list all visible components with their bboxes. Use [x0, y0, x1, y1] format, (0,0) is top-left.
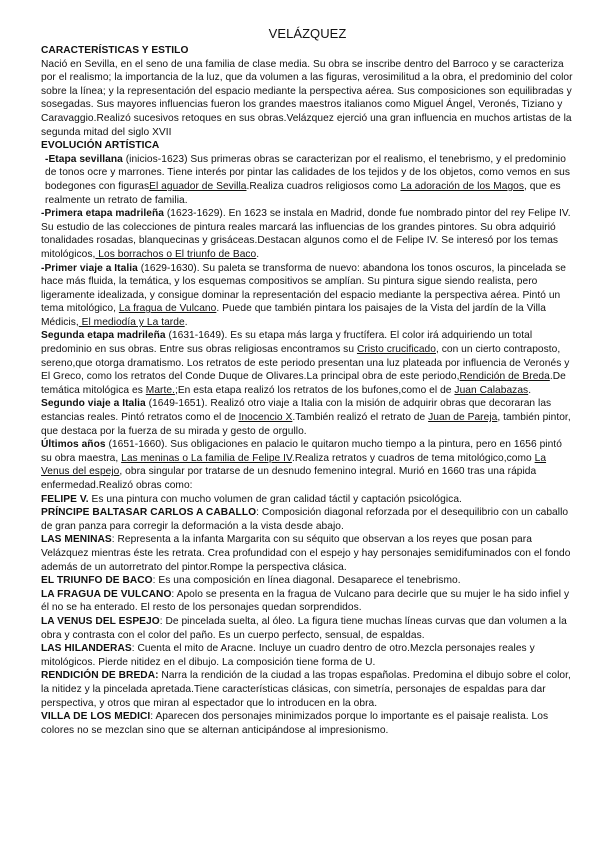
label-segundo-viaje-italia: Segundo viaje a Italia — [41, 398, 146, 410]
text: (1629-1630). Su paleta se transforma de nuevo: abandona los tonos oscuros, la pincelada se hace más fluida, la temática, y los esquemas compositivos se amplían. Su pintura sigue siendo realista, pero ligeramente idealizada, y consigue dominar la representación del espacio mediante la perspectiva aérea. Pintó un tema mitológico, — [41, 262, 566, 315]
document-title: VELÁZQUEZ — [268, 26, 347, 41]
obra-triunfo-de-baco — [41, 574, 574, 588]
obra-name: RENDICIÓN DE BREDA: — [41, 670, 159, 682]
work-title: Juan de Pareja — [428, 412, 498, 424]
work-title: La fragua de Vulcano — [118, 303, 217, 315]
text: (1623-1629). En 1623 se instala en Madrid, donde fue nombrado pintor del rey Felipe IV. Su estudio de las colecciones de pintura reales marcará las influencias de los grandes pintores. Su obra adquirió tonalidades rosadas, blanquecinas y grisáceas.Destacan algunos como el de Felipe IV. Se interesó por los temas mitológicos, — [41, 208, 571, 260]
work-title: Los borrachos o El triunfo de Baco — [95, 248, 257, 260]
paragraph-ultimos-anos — [41, 438, 574, 492]
obra-name: PRÍNCIPE BALTASAR CARLOS A CABALLO — [41, 507, 257, 519]
work-title: La adoración de los Magos — [400, 180, 525, 192]
paragraph-segunda-madrilena — [41, 329, 574, 397]
work-title: El aguador de Sevilla — [149, 180, 247, 192]
work-title: El mediodía y La tarde — [78, 316, 185, 328]
work-title: Rendición de Breda — [459, 371, 550, 383]
obra-text: : Es una composición en línea diagonal. Desaparece el tenebrismo. — [152, 575, 461, 587]
obra-text: : Cuenta el mito de Aracne. Incluye un cuadro dentro de otro.Mezcla personajes reales y mitológicos. Pierde nitidez en el dibujo. La composición tiene forma de U. — [41, 643, 535, 668]
label-segunda-madrilena: Segunda etapa madrileña — [41, 330, 166, 342]
obra-text: : Representa a la infanta Margarita con su séquito que observan a los reyes que posan para Velázquez mientras éste les retrata. Crea profundidad con el espejo y hay personajes semidifuminados con el fondo además de un autorretrato del pintor.Rompe la perspectiva clásica. — [41, 534, 571, 573]
paragraph-primera-madrilena — [41, 207, 574, 261]
heading-caracteristicas: CARACTERÍSTICAS Y ESTILO — [41, 45, 189, 56]
obra-name: LA VENUS DEL ESPEJO — [41, 615, 160, 627]
obra-text: Narra la rendición de la ciudad a las tropas españolas. Predomina el dibujo sobre el color, la nitidez y la pincelada apretada.Tiene características clásicas, con simetría, personajes de espaldas para dar perspectiva, y otros que miran al espectador que lo introducen en la obra. — [41, 670, 571, 709]
obra-rendicion-de-breda — [41, 669, 574, 710]
paragraph-segundo-viaje-italia — [41, 397, 574, 438]
text: ;En esta etapa realizó los retratos de los bufones,como el de — [174, 384, 455, 396]
heading-evolucion: EVOLUCIÓN ARTÍSTICA — [41, 140, 160, 152]
text: .Realiza cuadros religiosos como — [246, 180, 401, 192]
text: (1631-1649). Es su etapa más larga y fructífera. El color irá adquiriendo un total predominio en sus obras. Entre sus obras religiosas encontramos su — [41, 330, 533, 356]
work-title: Las meninas o La familia de Felipe IV — [121, 452, 292, 464]
obra-name: LAS MENINAS — [41, 534, 112, 546]
work-title: Inocencio X — [238, 412, 293, 424]
text: . Puede que también pintara los paisajes de la Vista del jardín de la Villa Médicis, — [41, 303, 546, 328]
work-title: Marte. — [145, 384, 175, 396]
text: (1649-1651). Realizó otro viaje a Italia con la misión de adquirir obras que decoraran las estancias reales. Pintó retratos como el de — [41, 398, 552, 424]
text: , obra singular por tratarse de un desnudo femenino integral. Murió en 1660 tras una rápida enfermedad.Realizó obras como: — [41, 466, 537, 491]
label-ultimos-anos: Últimos años — [41, 439, 106, 451]
text: (1651-1660). Sus obligaciones en palacio le quitaron mucho tiempo a la pintura, pero en 1656 pintó su obra maestra, — [41, 439, 562, 464]
text: . — [256, 248, 260, 260]
work-title: Cristo crucificado — [356, 344, 436, 356]
obra-text: : Aparecen dos personajes minimizados porque lo importante es el paisaje realista. Los colores no se mezclan sino que se alternan anticipándose al impresionismo. — [41, 711, 549, 736]
text: .Realiza retratos y cuadros de tema mitológico,como — [291, 452, 535, 464]
label-primera-madrilena: -Primera etapa madrileña — [41, 208, 164, 220]
paragraph-caracteristicas: Nació en Sevilla, en el seno de una familia de clase media. Su obra se inscribe dentro del Barroco y se caracteriza por el realismo; la importancia de la luz, que da volumen a las figuras, verosimilitud a la obra, el predominio del color sobre la línea; y la representación del espacio mediante la perspectiva aérea. Sus composiciones son equilibradas y sosegadas. Sus mayores influencias fueron los grandes maestros italianos como Miguel Ángel, Veronés, Tiziano y Caravaggio.Realizó sucesivos retoques en sus obras.Velázquez ejerció una gran influencia en muchos artistas de la segunda mitad del siglo XVII — [41, 58, 573, 138]
text: . — [528, 384, 532, 396]
obra-villa-de-los-medici — [41, 710, 574, 737]
obra-text: : Apolo se presenta en la fragua de Vulcano para decirle que su mujer le ha sido infiel y él no se ha enterado. El resto de los personajes quedan sorprendidos. — [41, 588, 570, 614]
paragraph-primer-viaje-italia — [41, 262, 574, 330]
obra-felipe — [41, 493, 574, 507]
obra-venus-del-espejo — [41, 615, 574, 642]
text: .También realizó el retrato de — [292, 412, 429, 424]
text: , también pintor, que destaca por la fuerza de su mirada y gesto de orgullo. — [41, 412, 571, 437]
work-title: La Venus del espejo — [41, 452, 547, 478]
label-primer-viaje-italia: -Primer viaje a Italia — [41, 262, 138, 274]
obra-text: : De pincelada suelta, al óleo. La figura tiene muchas líneas curvas que dan volumen a la obra y contrasta con el color del paño. Es un cuerpo perfecto, sensual, de espaldas. — [41, 615, 567, 641]
obra-fragua-de-vulcano — [41, 588, 574, 615]
obra-name: VILLA DE LOS MEDICI — [41, 711, 151, 723]
text: .De temática mitológica es — [41, 371, 566, 396]
obra-text: Es una pintura con mucho volumen de gran calidad táctil y captación psicológica. — [88, 493, 462, 505]
text: , con un cierto contraposto, sereno,que otorga dramatismo. Los retratos de este periodo presentan una luz plateada por influencia de Veronés y El Greco, como los retratos del Conde Duque de Olivares.La principal obra de este periodo, — [41, 344, 570, 383]
obra-name: LA FRAGUA DE VULCANO — [41, 588, 172, 600]
obra-las-hilanderas — [41, 642, 574, 669]
paragraph-etapa-sevillana — [41, 153, 574, 207]
work-title: Juan Calabazas — [454, 384, 529, 396]
obra-name: FELIPE V. — [41, 493, 89, 505]
obra-text: : Composición diagonal reforzada por el desequilibrio con un caballo de gran panza para corregir la deformación a la vista desde abajo. — [41, 507, 569, 532]
obra-name: EL TRIUNFO DE BACO — [41, 575, 153, 587]
label-etapa-sevillana: -Etapa sevillana — [45, 153, 123, 165]
obra-name: LAS HILANDERAS — [41, 643, 132, 655]
obra-baltasar-carlos — [41, 506, 574, 533]
text: . — [184, 316, 188, 328]
text: (inicios-1623) Sus primeras obras se caracterizan por el realismo, el tenebrismo, y el predominio de tonos ocre y marrones. Tiene interés por pintar las calidades de los tejidos y de los objetos, como vemos en sus bodegones con figuras — [45, 153, 571, 192]
text: , que es realmente un retrato de familia. — [45, 180, 561, 206]
obra-las-meninas — [41, 533, 574, 574]
